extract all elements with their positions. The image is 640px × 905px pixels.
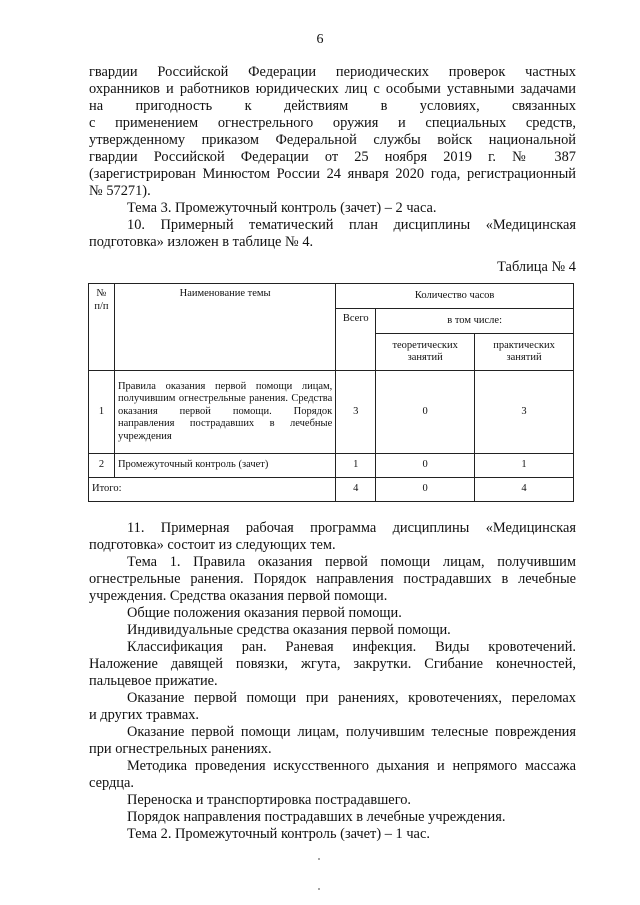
row-num: 2 (89, 454, 115, 478)
header-topic: Наименование темы (114, 284, 335, 371)
text-line: № 57271). (89, 183, 151, 199)
gunshot-paragraph (89, 724, 576, 758)
topic-2-control (89, 826, 576, 843)
scan-speck (318, 858, 320, 860)
text-line: Порядок направления пострадавших в лечебные учреждения. (127, 809, 506, 825)
row-topic: Правила оказания первой помощи лицам, получившим огнестрельные ранения. Средства оказания первой помощи. Порядок направления пострадавших в лечебные учреждения (114, 371, 335, 454)
scan-speck (318, 888, 320, 890)
thematic-plan-table (88, 283, 574, 502)
row-total: 1 (336, 454, 376, 478)
total-label: Итого: (89, 478, 336, 502)
header-practice: практических занятий (475, 334, 574, 371)
row-theory: 0 (376, 371, 475, 454)
item-10-paragraph (89, 217, 576, 251)
text-line: Общие положения оказания первой помощи. (127, 605, 402, 621)
text-line: пальцевое прижатие. (89, 673, 218, 689)
text-line: охранников и работников юридических лиц с особыми уставными задачами (89, 81, 576, 97)
row-topic: Промежуточный контроль (зачет) (114, 454, 335, 478)
table-header-row (89, 284, 574, 309)
text-line: и других травмах. (89, 707, 200, 723)
row-practice: 1 (475, 454, 574, 478)
text-line: утвержденному приказом Федеральной службы войск национальной (89, 132, 576, 148)
text-line: учреждения. Средства оказания первой помощи. (89, 588, 388, 604)
page-number: 6 (316, 32, 324, 47)
text-line: гвардии Российской Федерации периодических проверок частных (89, 64, 576, 80)
text-line: Оказание первой помощи при ранениях, кровотечениях, переломах (127, 690, 576, 706)
text-line: подготовка» изложен в таблице № 4. (89, 234, 314, 250)
total-practice: 4 (475, 478, 574, 502)
text-line: сердца. (89, 775, 134, 791)
header-hours: Количество часов (336, 284, 574, 309)
text-line: подготовка» состоит из следующих тем. (89, 537, 336, 553)
row-num: 1 (89, 371, 115, 454)
text-line: Тема 1. Правила оказания первой помощи лицам, получившим (127, 554, 576, 570)
row-theory: 0 (376, 454, 475, 478)
intro-paragraph (89, 64, 576, 200)
text-line: гвардии Российской Федерации от 25 ноября 2019 г. № 387 (89, 149, 576, 165)
text-line: Наложение давящей повязки, жгута, закрутки. Сгибание конечностей, (89, 656, 576, 672)
header-including: в том числе: (376, 309, 574, 334)
text-line: Классификация ран. Раневая инфекция. Виды кровотечений. (127, 639, 576, 655)
table-caption: Таблица № 4 (497, 259, 576, 275)
text-line: 10. Примерный тематический план дисциплины «Медицинская (127, 217, 576, 233)
topic-1-paragraph (89, 554, 576, 605)
text-line: с применением огнестрельного оружия и специальных средств, (89, 115, 576, 131)
topic-3-control (89, 200, 576, 217)
text-line: Тема 2. Промежуточный контроль (зачет) – 1 час. (127, 826, 430, 842)
total-total: 4 (336, 478, 376, 502)
classification-paragraph (89, 639, 576, 690)
item-11-paragraph (89, 520, 576, 554)
text-line: (зарегистрирован Минюстом России 24 января 2020 года, регистрационный (89, 166, 576, 182)
text-line: 11. Примерная рабочая программа дисциплины «Медицинская (127, 520, 576, 536)
wounds-paragraph (89, 690, 576, 724)
individual-means (89, 622, 576, 639)
text-line: Переноска и транспортировка пострадавшего. (127, 792, 412, 808)
header-num: № п/п (89, 284, 115, 371)
resuscitation-paragraph (89, 758, 576, 792)
text-line: Индивидуальные средства оказания первой помощи. (127, 622, 451, 638)
row-total: 3 (336, 371, 376, 454)
row-practice: 3 (475, 371, 574, 454)
referral-line (89, 809, 576, 826)
transport-line (89, 792, 576, 809)
table-row (89, 371, 574, 454)
table-total-row (89, 478, 574, 502)
text-line: на пригодность к действиям в условиях, связанных (89, 98, 576, 114)
header-total: Всего (336, 309, 376, 371)
total-theory: 0 (376, 478, 475, 502)
table-row (89, 454, 574, 478)
text-line: Оказание первой помощи лицам, получившим телесные повреждения (127, 724, 576, 740)
text-line: Тема 3. Промежуточный контроль (зачет) – 2 часа. (127, 200, 437, 216)
text-line: Методика проведения искусственного дыхания и непрямого массажа (127, 758, 576, 774)
general-provisions (89, 605, 576, 622)
text-line: при огнестрельных ранениях. (89, 741, 272, 757)
header-theory: теоретических занятий (376, 334, 475, 371)
text-line: огнестрельные ранения. Порядок направления пострадавших в лечебные (89, 571, 576, 587)
